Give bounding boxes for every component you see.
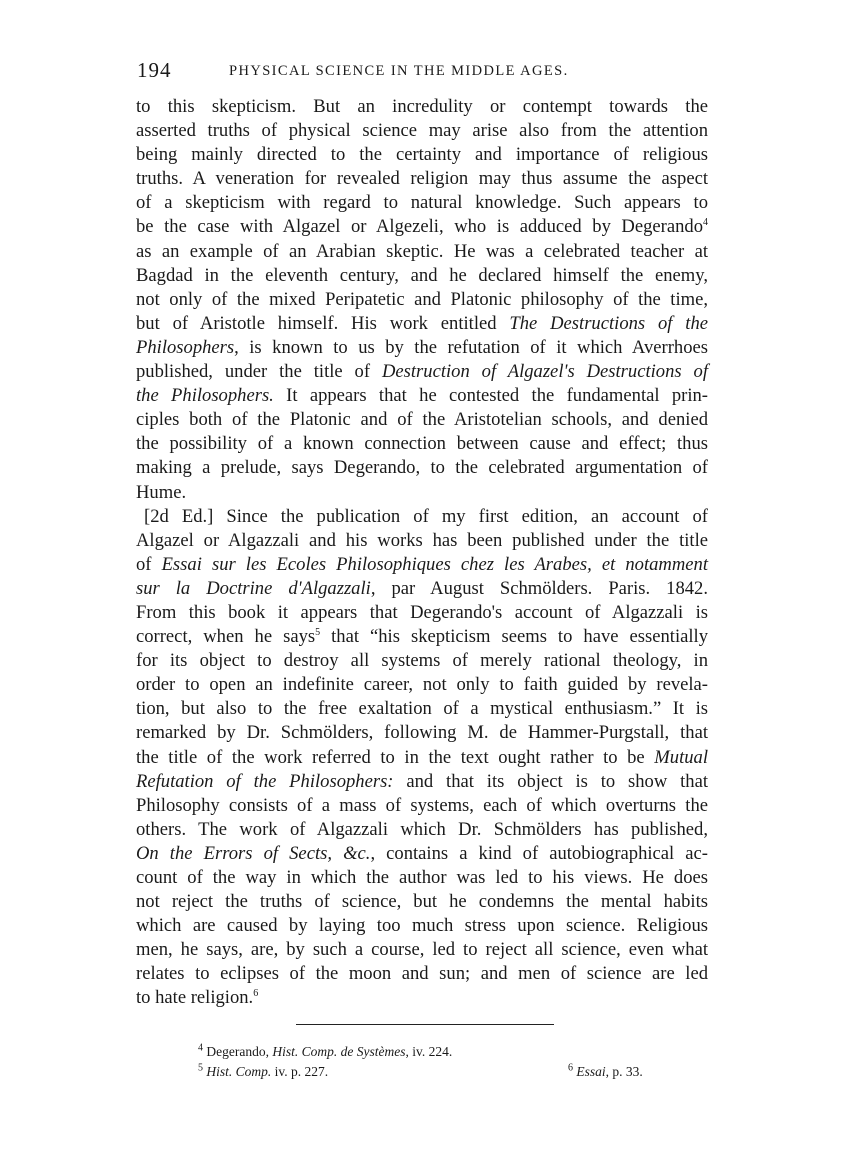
text-run: count of the way in which the author was led to his views. He does bbox=[136, 867, 708, 888]
page-number: 194 bbox=[137, 58, 172, 82]
text-run: as an example of an Arabian skeptic. He was a celebrated teacher at bbox=[136, 240, 708, 262]
text-line bbox=[136, 240, 708, 264]
text-line bbox=[136, 721, 708, 745]
text-run: which are caused by laying too much stress upon science. Religious bbox=[136, 915, 708, 937]
text-line bbox=[136, 938, 708, 962]
text-line bbox=[136, 167, 708, 191]
text-run: men, he says, are, by such a course, led to reject all science, even what bbox=[136, 939, 708, 961]
text-run: not reject the truths of science, but he condemns the mental habits bbox=[136, 891, 708, 913]
italic-text: the Philosophers. bbox=[136, 385, 274, 407]
text-run: be the case with Algazel or Algezeli, who is adduced by Degerando bbox=[136, 216, 703, 238]
text-run: Bagdad in the eleventh century, and he declared himself the enemy, bbox=[136, 264, 708, 286]
footnote-6 bbox=[568, 1064, 643, 1080]
text-line bbox=[136, 553, 708, 577]
footnote-reference: 5 bbox=[315, 626, 321, 638]
text-run: not only of the mixed Peripatetic and Platonic philosophy of the time, bbox=[136, 288, 708, 310]
text-line bbox=[136, 312, 708, 336]
text-run: , iv. 224. bbox=[405, 1044, 453, 1059]
text-run: of bbox=[136, 553, 162, 575]
text-run: relates to eclipses of the moon and sun; and men of science are led bbox=[136, 963, 708, 985]
italic-text: sur la Doctrine d'Algazzali bbox=[136, 577, 371, 599]
text-run: iv. p. 227. bbox=[271, 1064, 329, 1079]
text-line bbox=[136, 288, 708, 312]
text-line bbox=[136, 914, 708, 938]
text-line bbox=[136, 649, 708, 673]
text-run: order to open an indefinite career, not only to faith guided by revela- bbox=[136, 674, 708, 696]
text-run: tion, but also to the free exaltation of a mystical enthusiasm.” It is bbox=[136, 698, 708, 720]
text-line bbox=[136, 673, 708, 697]
text-line bbox=[136, 336, 708, 360]
text-run: to hate religion. bbox=[136, 987, 254, 1009]
text-run: and that its object is to show that bbox=[393, 770, 709, 792]
text-line bbox=[136, 770, 708, 794]
text-line bbox=[136, 408, 708, 432]
running-head: PHYSICAL SCIENCE IN THE MIDDLE AGES. bbox=[229, 63, 569, 79]
text-line bbox=[136, 986, 708, 1010]
text-run: , contains a kind of autobiographical ac- bbox=[370, 842, 708, 864]
footnote-mark: 5 bbox=[198, 1062, 203, 1074]
text-line bbox=[136, 962, 708, 986]
text-line bbox=[136, 95, 708, 119]
text-line bbox=[136, 505, 708, 529]
italic-text: Hist. Comp. bbox=[206, 1064, 272, 1079]
text-line bbox=[136, 866, 708, 890]
text-run: , par August Schmölders. Paris. 1842. bbox=[370, 577, 708, 599]
text-line bbox=[136, 360, 708, 384]
footnote-mark: 6 bbox=[568, 1062, 573, 1074]
text-run: correct, when he says bbox=[136, 626, 316, 648]
italic-text: Refutation of the Philosophers: bbox=[136, 770, 394, 792]
text-run: asserted truths of physical science may arise also from the attention bbox=[136, 120, 708, 142]
body-text bbox=[136, 95, 708, 1011]
text-run: It appears that he contested the fundamental prin- bbox=[273, 385, 708, 407]
text-run: published, under the title of bbox=[136, 361, 382, 383]
page-header bbox=[137, 58, 707, 88]
text-line bbox=[136, 264, 708, 288]
text-run: , is known to us by the refutation of it which Averrhoes bbox=[234, 336, 708, 358]
text-run: making a prelude, says Degerando, to the celebrated argumentation of bbox=[136, 457, 708, 479]
text-line bbox=[136, 794, 708, 818]
italic-text: Mutual bbox=[654, 746, 708, 768]
text-line bbox=[136, 625, 708, 649]
text-run: that “his skepticism seems to have essentially bbox=[320, 626, 708, 648]
footnote-reference: 4 bbox=[703, 217, 708, 229]
text-run: Algazel or Algazzali and his works has been published under the title bbox=[136, 529, 708, 551]
text-run: but of Aristotle himself. His work entitled bbox=[136, 312, 510, 334]
text-run: others. The work of Algazzali which Dr. Schmölders has published, bbox=[136, 818, 708, 840]
italic-text: The Destructions of the bbox=[509, 312, 709, 334]
italic-text: Hist. Comp. de Systèmes bbox=[272, 1044, 406, 1059]
text-line bbox=[136, 746, 708, 770]
text-run: being mainly directed to the certainty and importance of religious bbox=[136, 144, 708, 166]
text-line bbox=[136, 890, 708, 914]
text-run: Philosophy consists of a mass of systems, each of which overturns the bbox=[136, 794, 708, 816]
text-run: to this skepticism. But an incredulity or contempt towards the bbox=[136, 96, 708, 117]
text-run: Degerando, bbox=[203, 1044, 273, 1059]
text-run: [2d Ed.] Since the publication of my first edition, an account of bbox=[144, 505, 708, 527]
italic-text: Essai bbox=[576, 1064, 606, 1079]
text-run: Hume. bbox=[136, 481, 187, 503]
text-line bbox=[136, 601, 708, 625]
italic-text: Philosophers bbox=[136, 336, 235, 358]
text-run: for its object to destroy all systems of merely rational theology, in bbox=[136, 650, 708, 672]
text-run: the possibility of a known connection between cause and effect; thus bbox=[136, 433, 708, 455]
footnote-4 bbox=[198, 1044, 452, 1060]
footnote-reference: 6 bbox=[253, 988, 259, 1000]
footnote-rule bbox=[296, 1024, 554, 1025]
text-line bbox=[136, 818, 708, 842]
text-line bbox=[136, 215, 708, 239]
text-line bbox=[136, 697, 708, 721]
text-line bbox=[136, 529, 708, 553]
text-line bbox=[136, 577, 708, 601]
text-line bbox=[136, 432, 708, 456]
text-line bbox=[136, 119, 708, 143]
italic-text: Destruction of Algazel's Destructions of bbox=[381, 361, 709, 383]
text-run: ciples both of the Platonic and of the Aristotelian schools, and denied bbox=[136, 409, 708, 431]
footnote-mark: 4 bbox=[198, 1042, 203, 1054]
text-line bbox=[136, 384, 708, 408]
text-run: truths. A veneration for revealed religion may thus assume the aspect bbox=[136, 168, 708, 190]
text-run: , p. 33. bbox=[605, 1064, 643, 1079]
text-line bbox=[136, 456, 708, 480]
italic-text: Essai sur les Ecoles Philosophiques chez les Arabes, et notamment bbox=[161, 553, 708, 575]
text-line bbox=[136, 143, 708, 167]
italic-text: On the Errors of Sects, &c. bbox=[136, 842, 371, 864]
text-run: remarked by Dr. Schmölders, following M. de Hammer-Purgstall, that bbox=[136, 722, 708, 744]
text-line bbox=[136, 481, 708, 505]
text-run: of a skepticism with regard to natural knowledge. Such appears to bbox=[136, 192, 708, 214]
text-line bbox=[136, 842, 708, 866]
text-line bbox=[136, 191, 708, 215]
footnote-5 bbox=[198, 1064, 328, 1080]
text-run: the title of the work referred to in the text ought rather to be bbox=[136, 746, 655, 768]
text-run: From this book it appears that Degerando's account of Algazzali is bbox=[136, 601, 708, 623]
